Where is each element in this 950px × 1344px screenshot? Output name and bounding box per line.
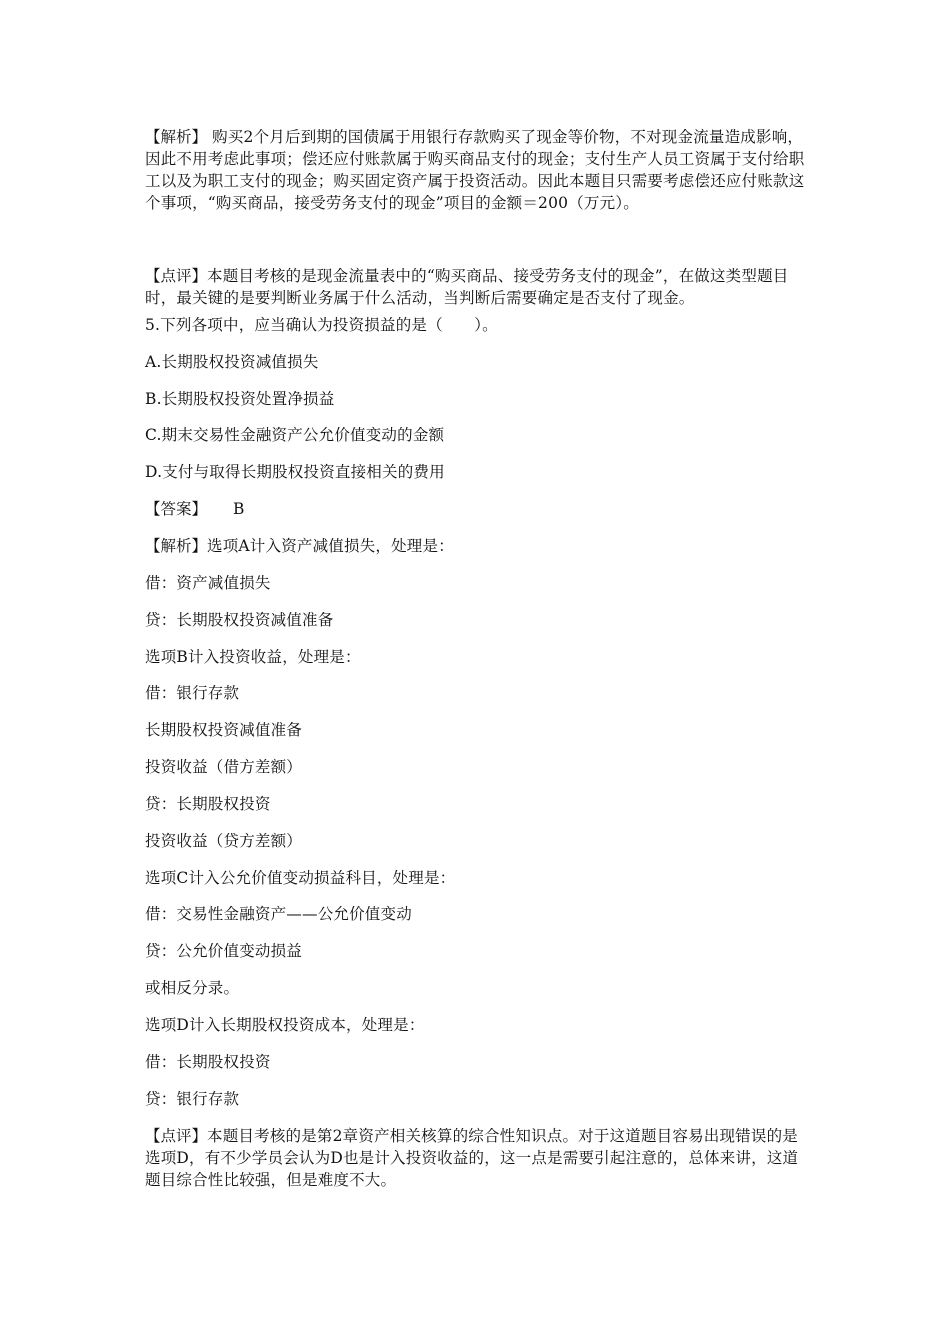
analysis-line-2: 贷：长期股权投资减值准备 xyxy=(145,611,334,629)
analysis-line-3: 选项B计入投资收益，处理是： xyxy=(145,648,361,666)
analysis-line-12: 或相反分录。 xyxy=(145,979,240,997)
answer-line xyxy=(145,498,245,520)
analysis-line-8: 投资收益（贷方差额） xyxy=(145,832,303,850)
answer-tag: 【答案】 xyxy=(145,500,208,518)
option-d: D.支付与取得长期股权投资直接相关的费用 xyxy=(145,463,445,481)
option-c: C.期末交易性金融资产公允价值变动的金额 xyxy=(145,426,445,444)
analysis-line-5: 长期股权投资减值准备 xyxy=(145,721,303,739)
comment-paragraph-2 xyxy=(145,1125,813,1191)
analysis-line-6: 投资收益（借方差额） xyxy=(145,758,303,776)
comment-text: 本题目考核的是现金流量表中的“购买商品、接受劳务支付的现金”，在做这类型题目时，最关键的是要判断业务属于什么活动，当判断后需要确定是否支付了现金。 xyxy=(145,267,789,307)
analysis-line-15: 贷：银行存款 xyxy=(145,1090,240,1108)
analysis-line-11: 贷：公允价值变动损益 xyxy=(145,942,303,960)
analysis-line-0 xyxy=(145,535,454,557)
analysis-line-7: 贷：长期股权投资 xyxy=(145,795,271,813)
answer-value: B xyxy=(233,500,245,518)
option-a: A.长期股权投资减值损失 xyxy=(145,353,319,371)
analysis-tag: 【解析】 xyxy=(145,128,208,146)
question-stem: 5.下列各项中，应当确认为投资损益的是（ ）。 xyxy=(145,316,498,334)
option-b: B.长期股权投资处置净损益 xyxy=(145,390,335,408)
analysis-line-9: 选项C计入公允价值变动损益科目，处理是： xyxy=(145,869,456,887)
analysis-line-1: 借：资产减值损失 xyxy=(145,574,271,592)
analysis-line-13: 选项D计入长期股权投资成本，处理是： xyxy=(145,1016,425,1034)
comment-paragraph-1 xyxy=(145,265,813,309)
analysis-line-10: 借：交易性金融资产——公允价值变动 xyxy=(145,905,412,923)
comment-tag: 【点评】 xyxy=(145,1127,208,1145)
analysis-tag: 【解析】 xyxy=(145,537,208,555)
analysis-text: 选项A计入资产减值损失，处理是： xyxy=(207,537,454,555)
comment-text: 本题目考核的是第2章资产相关核算的综合性知识点。对于这道题目容易出现错误的是选项D，有不少学员会认为D也是计入投资收益的，这一点是需要引起注意的，总体来讲，这道题目综合性比较强，但是难度不大。 xyxy=(145,1127,799,1189)
analysis-line-14: 借：长期股权投资 xyxy=(145,1053,271,1071)
analysis-paragraph-1 xyxy=(145,126,813,214)
comment-tag: 【点评】 xyxy=(145,267,208,285)
analysis-line-4: 借：银行存款 xyxy=(145,684,240,702)
analysis-text: 购买2个月后到期的国债属于用银行存款购买了现金等价物，不对现金流量造成影响，因此不用考虑此事项；偿还应付账款属于购买商品支付的现金；支付生产人员工资属于支付给职工以及为职工支付的现金；购买固定资产属于投资活动。因此本题目只需要考虑偿还应付账款这个事项，“购买商品，接受劳务支付的现金”项目的金额＝200（万元）。 xyxy=(145,128,805,212)
